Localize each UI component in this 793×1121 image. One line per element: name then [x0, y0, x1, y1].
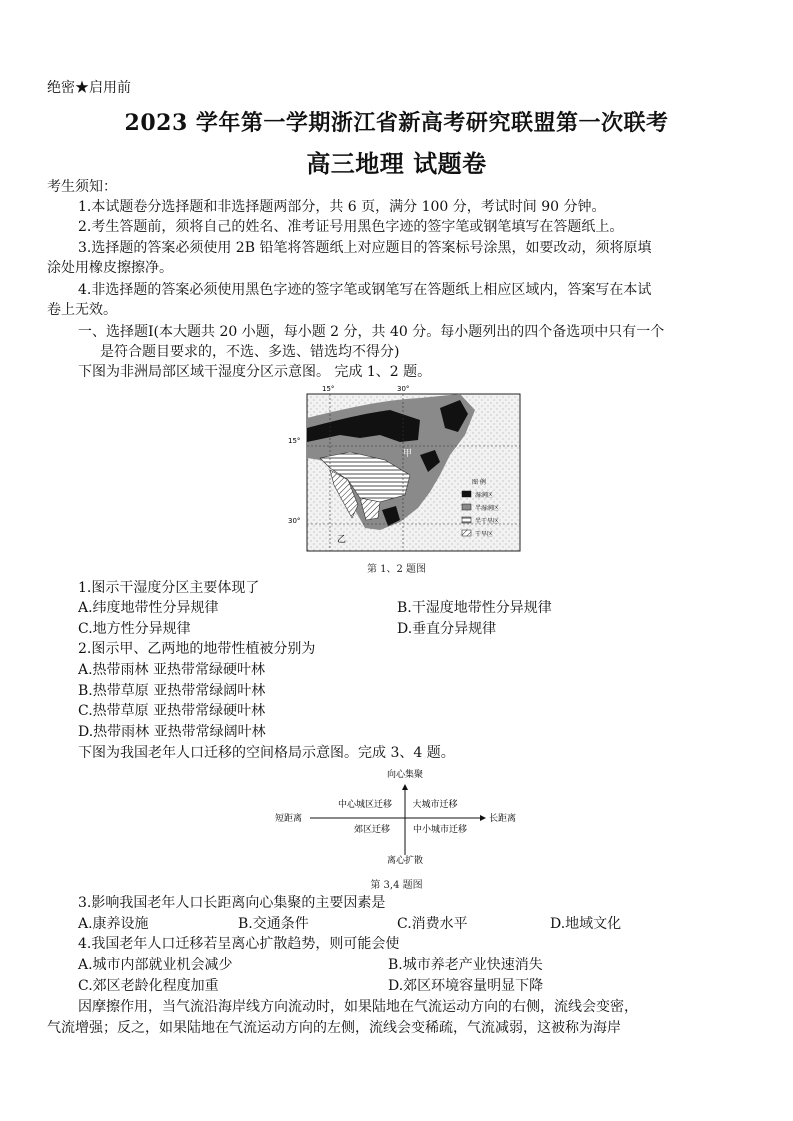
quad-caption: 第 3,4 题图 [370, 880, 423, 891]
notice-heading: 考生须知： [47, 179, 117, 195]
q3-option-a: A.康养设施 [78, 916, 149, 932]
q2-option-c: C.热带草原 亚热带常绿硬叶林 [78, 703, 266, 719]
section-heading: 一、选择题Ⅰ(本大题共 20 小题，每小题 2 分，共 40 分。每小题列出的四个备选项中只有一个 [78, 324, 665, 340]
q1-stem: 1.图示干湿度分区主要体现了 [78, 580, 260, 596]
notice-item-3-cont: 涂处用橡皮擦擦净。 [47, 260, 173, 276]
africa-dryness-map [288, 380, 530, 555]
q4-stem: 4.我国老年人口迁移若呈离心扩散趋势，则可能会使 [78, 936, 400, 952]
quadrant-bottom-left: 郊区迁移 [353, 825, 391, 835]
lon-label-30: 30° [397, 385, 410, 393]
legend-humid: 湿润区 [475, 492, 494, 499]
q2-stem: 2.图示甲、乙两地的地带性植被分别为 [78, 641, 316, 657]
map-intro: 下图为非洲局部区域干湿度分区示意图。 完成 1、2 题。 [78, 364, 432, 380]
q1-option-a: A.纬度地带性分异规律 [78, 600, 219, 616]
q1-option-c: C.地方性分异规律 [78, 621, 191, 637]
q4-option-b: B.城市养老产业快速消失 [388, 957, 543, 973]
lon-label-15: 15° [322, 385, 335, 393]
legend-semi-arid: 半干旱区 [475, 518, 500, 525]
exam-title: 2023 学年第一学期浙江省新高考研究联盟第一次联考 [124, 110, 669, 136]
q4-option-d: D.郊区环境容量明显下降 [388, 978, 544, 994]
q2-option-d: D.热带雨林 亚热带常绿阔叶林 [78, 724, 266, 740]
passage-line-2: 气流增强；反之，如果陆地在气流运动方向的左侧，流线会变稀疏，气流减弱，这被称为海岸 [47, 1020, 621, 1036]
q3-option-c: C.消费水平 [397, 916, 468, 932]
q2-option-b: B.热带草原 亚热带常绿阔叶林 [78, 683, 266, 699]
map-caption: 第 1、2 题图 [366, 564, 427, 575]
legend-semi-humid: 半湿润区 [475, 505, 500, 512]
exam-subtitle: 高三地理 试题卷 [306, 149, 487, 178]
notice-item-4-cont: 卷上无效。 [47, 302, 117, 318]
q3-stem: 3.影响我国老年人口长距离向心集聚的主要因素是 [78, 895, 386, 911]
q1-option-b: B.干湿度地带性分异规律 [397, 600, 552, 616]
migration-quadrant-diagram [270, 765, 530, 865]
axis-right-label: 长距离 [489, 814, 517, 824]
place-label-yi: 乙 [337, 535, 347, 545]
axis-top-label: 向心集聚 [386, 770, 424, 780]
q4-option-a: A.城市内部就业机会减少 [78, 957, 233, 973]
section-heading-cont: 是符合题目要求的，不选、多选、错选均不得分) [100, 344, 400, 360]
legend-arid: 干旱区 [475, 531, 494, 538]
q4-option-c: C.郊区老龄化程度加重 [78, 978, 219, 994]
place-label-jia: 甲 [403, 449, 413, 459]
confidential-mark: 绝密★启用前 [47, 80, 131, 96]
lat-label-30: 30° [288, 517, 301, 525]
axis-bottom-label: 离心扩散 [386, 856, 424, 866]
quadrant-top-left: 中心城区迁移 [337, 800, 393, 810]
quadrant-bottom-right: 中小城市迁移 [412, 825, 468, 835]
q1-option-d: D.垂直分异规律 [397, 621, 497, 637]
legend-title: 图 例 [472, 479, 486, 486]
notice-item-1: 1.本试题卷分选择题和非选择题两部分，共 6 页，满分 100 分，考试时间 90 分钟。 [78, 199, 606, 215]
notice-item-3: 3.选择题的答案必须使用 2B 铅笔将答题纸上对应题目的答案标号涂黑，如要改动，须将原填 [78, 240, 652, 256]
q2-option-a: A.热带雨林 亚热带常绿硬叶林 [78, 662, 266, 678]
notice-item-2: 2.考生答题前，须将自己的姓名、准考证号用黑色字迹的签字笔或钢笔填写在答题纸上。 [78, 219, 624, 235]
quadrant-top-right: 大城市迁移 [412, 800, 458, 810]
notice-item-4: 4.非选择题的答案必须使用黑色字迹的签字笔或钢笔写在答题纸上相应区域内，答案写在本试 [78, 282, 652, 298]
passage-line-1: 因摩擦作用，当气流沿海岸线方向流动时，如果陆地在气流运动方向的右侧，流线会变密， [78, 999, 638, 1015]
q3-option-b: B.交通条件 [238, 916, 309, 932]
q3-option-d: D.地域文化 [550, 916, 622, 932]
axis-left-label: 短距离 [275, 814, 303, 824]
quad-intro: 下图为我国老年人口迁移的空间格局示意图。完成 3、4 题。 [78, 745, 455, 761]
lat-label-15: 15° [288, 437, 301, 445]
